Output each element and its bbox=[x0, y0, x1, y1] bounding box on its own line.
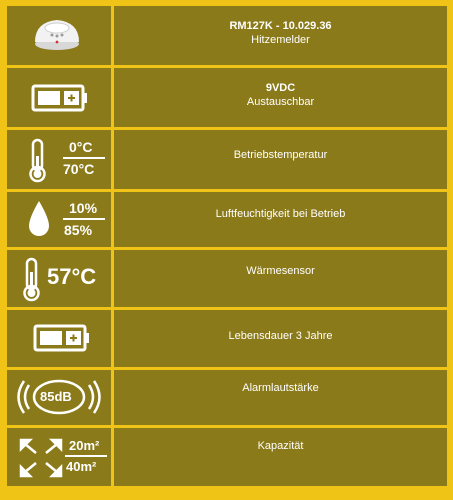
heat-sensor-label: Wärmesensor bbox=[246, 265, 315, 277]
lifetime-label: Lebensdauer 3 Jahre bbox=[228, 330, 333, 342]
capacity-divider bbox=[65, 455, 107, 457]
operating-temperature-icon-cell bbox=[7, 130, 111, 189]
row-operating-temperature bbox=[114, 130, 447, 189]
humidity-max: 85% bbox=[64, 222, 93, 238]
humidity-label: Luftfeuchtigkeit bei Betrieb bbox=[215, 208, 346, 220]
battery-icon bbox=[7, 68, 111, 127]
battery-replaceable: Austauschbar bbox=[246, 96, 315, 108]
row-capacity bbox=[114, 428, 447, 486]
expand-arrows-icon bbox=[7, 428, 111, 486]
alarm-volume-icon-cell bbox=[7, 370, 111, 425]
row-alarm-volume bbox=[114, 370, 447, 425]
product-image-cell bbox=[7, 6, 111, 65]
product-type: Hitzemelder bbox=[251, 34, 310, 46]
capacity-icon-cell bbox=[7, 428, 111, 486]
row-lifetime bbox=[114, 310, 447, 367]
battery-icon-cell bbox=[7, 68, 111, 127]
product-model: RM127K - 10.029.36 bbox=[229, 20, 332, 32]
battery-voltage: 9VDC bbox=[265, 82, 296, 94]
temperature-min: 0°C bbox=[69, 139, 93, 155]
heat-detector-image bbox=[7, 6, 111, 65]
temperature-max: 70°C bbox=[63, 161, 95, 177]
capacity-label: Kapazität bbox=[257, 440, 304, 452]
row-battery bbox=[114, 68, 447, 127]
row-humidity bbox=[114, 192, 447, 247]
battery-icon bbox=[7, 310, 111, 367]
temperature-divider bbox=[63, 157, 105, 159]
thermometer-icon bbox=[7, 130, 111, 189]
capacity-max: 40m² bbox=[66, 459, 97, 474]
alarm-volume-label: Alarmlautstärke bbox=[242, 382, 319, 394]
alarm-volume-value: 85dB bbox=[40, 389, 72, 404]
row-product bbox=[114, 6, 447, 65]
humidity-icon-cell bbox=[7, 192, 111, 247]
humidity-min: 10% bbox=[69, 200, 98, 216]
sensor-temperature: 57°C bbox=[47, 264, 97, 289]
row-heat-sensor bbox=[114, 250, 447, 307]
lifetime-icon-cell bbox=[7, 310, 111, 367]
humidity-divider bbox=[63, 218, 105, 220]
operating-temperature-label: Betriebstemperatur bbox=[233, 149, 328, 161]
capacity-min: 20m² bbox=[69, 438, 100, 453]
heat-sensor-icon-cell bbox=[7, 250, 111, 307]
